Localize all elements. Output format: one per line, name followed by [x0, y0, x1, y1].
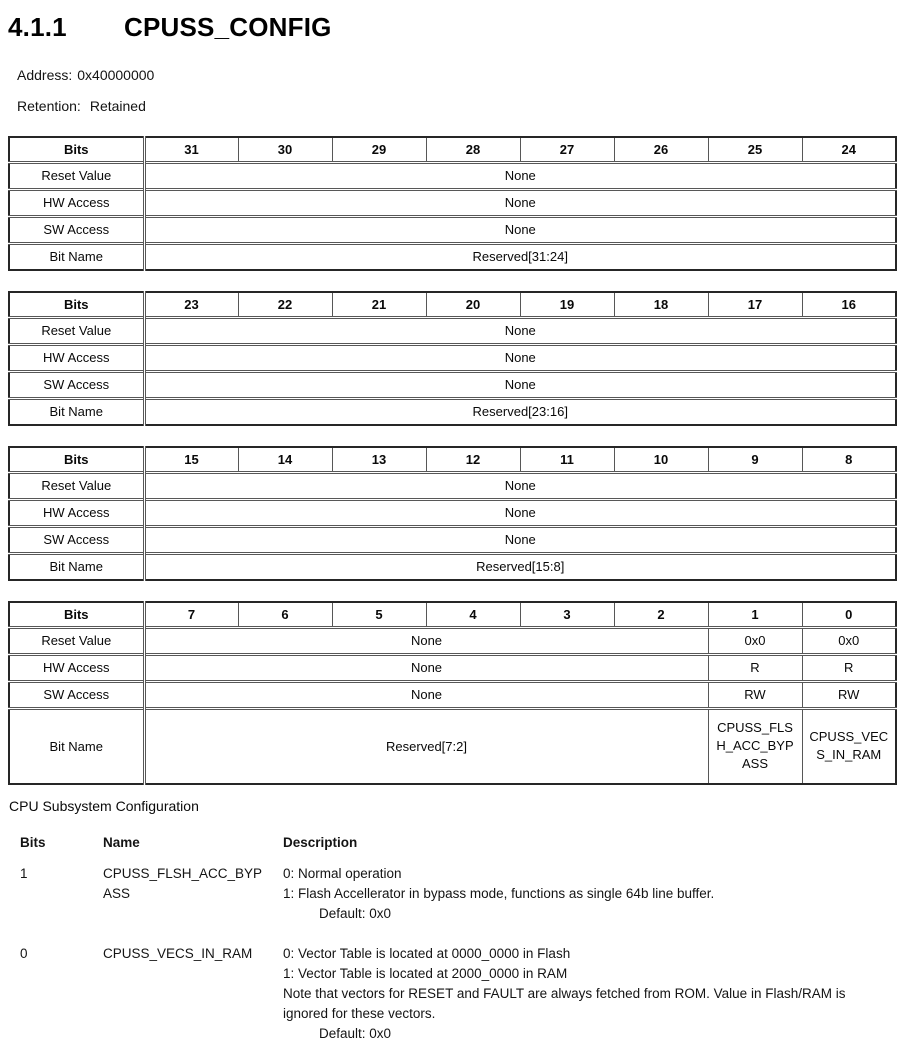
field-description: [283, 864, 873, 924]
bit-number: 26: [614, 137, 708, 162]
bit-table-15-8: [8, 446, 897, 581]
section-number: 4.1.1: [8, 12, 67, 42]
field-row: [18, 864, 895, 924]
bit-number: 27: [520, 137, 614, 162]
bit-number: 16: [802, 292, 896, 317]
bits-header: Bits: [9, 137, 144, 162]
reset-value-bit0-cell: 0x0: [802, 627, 896, 654]
address-line: [17, 67, 895, 84]
table-row: [9, 292, 896, 317]
retention-line: [17, 98, 895, 115]
bit-name-bit0-cell: CPUSS_VECS_IN_RAM: [802, 708, 896, 784]
row-label-bit-name: Bit Name: [9, 398, 144, 425]
description-default-line: Default: 0x0: [319, 906, 392, 921]
bit-number: 12: [426, 447, 520, 472]
row-label-reset-value: Reset Value: [9, 627, 144, 654]
description-line: Note that vectors for RESET and FAULT are always fetched from ROM. Value in Flash/RAM is ignored for these vectors.: [283, 986, 846, 1021]
table-row: [9, 499, 896, 526]
register-meta: [17, 67, 895, 115]
page-title: [8, 12, 895, 42]
field-name: CPUSS_FLSH_ACC_BYPASS: [103, 866, 263, 901]
bit-number: 6: [238, 602, 332, 627]
hw-access-bit1-cell: R: [708, 654, 802, 681]
row-label-hw-access: HW Access: [9, 499, 144, 526]
description-line: 1: Flash Accellerator in bypass mode, functions as single 64b line buffer.: [283, 886, 715, 901]
bit-number: 3: [520, 602, 614, 627]
bit-number: 5: [332, 602, 426, 627]
fields-caption: CPU Subsystem Configuration: [9, 798, 199, 814]
sw-access-cell: None: [144, 526, 896, 553]
bit-table-23-16: [8, 291, 897, 426]
bit-number: 14: [238, 447, 332, 472]
bit-number: 8: [802, 447, 896, 472]
bit-number: 25: [708, 137, 802, 162]
row-label-sw-access: SW Access: [9, 371, 144, 398]
bit-number: 22: [238, 292, 332, 317]
table-row: [9, 526, 896, 553]
bit-table-7-0: [8, 601, 897, 785]
bits-header: Bits: [9, 292, 144, 317]
hw-access-cell: None: [144, 344, 896, 371]
fields-header-row: [18, 834, 895, 851]
table-row: [9, 216, 896, 243]
row-label-bit-name: Bit Name: [9, 708, 144, 784]
field-bits: 1: [20, 866, 28, 881]
bit-name-cell: Reserved[23:16]: [144, 398, 896, 425]
table-row: [9, 243, 896, 270]
row-label-bit-name: Bit Name: [9, 243, 144, 270]
bit-number: 23: [144, 292, 238, 317]
bit-number: 19: [520, 292, 614, 317]
bit-number: 30: [238, 137, 332, 162]
fields-header-description: Description: [283, 835, 358, 850]
field-row: [18, 944, 895, 1044]
bit-number: 20: [426, 292, 520, 317]
row-label-reset-value: Reset Value: [9, 162, 144, 189]
fields-header-name: Name: [103, 835, 140, 850]
row-label-hw-access: HW Access: [9, 654, 144, 681]
bit-number: 21: [332, 292, 426, 317]
bit-name-merged-cell: Reserved[7:2]: [144, 708, 708, 784]
hw-access-cell: None: [144, 189, 896, 216]
row-label-sw-access: SW Access: [9, 681, 144, 708]
bit-number: 24: [802, 137, 896, 162]
row-label-reset-value: Reset Value: [9, 317, 144, 344]
bit-number: 0: [802, 602, 896, 627]
sw-access-cell: None: [144, 216, 896, 243]
description-line: 0: Normal operation: [283, 866, 402, 881]
reset-value-merged-cell: None: [144, 627, 708, 654]
table-row: [9, 708, 896, 784]
retention-value: Retained: [89, 98, 146, 114]
description-default-line: Default: 0x0: [319, 1026, 392, 1041]
hw-access-bit0-cell: R: [802, 654, 896, 681]
table-row: [9, 654, 896, 681]
table-row: [9, 627, 896, 654]
sw-access-cell: None: [144, 371, 896, 398]
table-row: [9, 317, 896, 344]
description-line: 0: Vector Table is located at 0000_0000 in Flash: [283, 946, 571, 961]
hw-access-merged-cell: None: [144, 654, 708, 681]
bits-header: Bits: [9, 602, 144, 627]
reset-value-cell: None: [144, 317, 896, 344]
hw-access-cell: None: [144, 499, 896, 526]
table-row: [9, 447, 896, 472]
address-value: 0x40000000: [77, 67, 155, 83]
table-row: [9, 398, 896, 425]
table-row: [9, 553, 896, 580]
bit-name-cell: Reserved[31:24]: [144, 243, 896, 270]
fields-list: [18, 834, 895, 1044]
reset-value-cell: None: [144, 472, 896, 499]
bit-number: 2: [614, 602, 708, 627]
row-label-sw-access: SW Access: [9, 526, 144, 553]
bit-number: 17: [708, 292, 802, 317]
table-row: [9, 472, 896, 499]
row-label-hw-access: HW Access: [9, 344, 144, 371]
bit-number: 11: [520, 447, 614, 472]
reset-value-cell: None: [144, 162, 896, 189]
reset-value-bit1-cell: 0x0: [708, 627, 802, 654]
description-line: 1: Vector Table is located at 2000_0000 in RAM: [283, 966, 568, 981]
bit-number: 28: [426, 137, 520, 162]
bit-name-cell: Reserved[15:8]: [144, 553, 896, 580]
row-label-bit-name: Bit Name: [9, 553, 144, 580]
table-row: [9, 681, 896, 708]
field-name: CPUSS_VECS_IN_RAM: [103, 946, 253, 961]
bit-number: 9: [708, 447, 802, 472]
sw-access-bit1-cell: RW: [708, 681, 802, 708]
table-row: [9, 137, 896, 162]
bit-number: 1: [708, 602, 802, 627]
address-label: Address:: [17, 67, 73, 83]
fields-header-bits: Bits: [20, 835, 46, 850]
bit-number: 31: [144, 137, 238, 162]
row-label-hw-access: HW Access: [9, 189, 144, 216]
bit-name-bit1-cell: CPUSS_FLSH_ACC_BYPASS: [708, 708, 802, 784]
sw-access-bit0-cell: RW: [802, 681, 896, 708]
bit-number: 18: [614, 292, 708, 317]
field-bits: 0: [20, 946, 28, 961]
register-name: CPUSS_CONFIG: [124, 12, 332, 42]
bit-number: 15: [144, 447, 238, 472]
bit-number: 10: [614, 447, 708, 472]
row-label-reset-value: Reset Value: [9, 472, 144, 499]
table-row: [9, 162, 896, 189]
bit-table-31-24: [8, 136, 897, 271]
sw-access-merged-cell: None: [144, 681, 708, 708]
bit-number: 4: [426, 602, 520, 627]
table-row: [9, 344, 896, 371]
bit-number: 29: [332, 137, 426, 162]
bit-number: 7: [144, 602, 238, 627]
field-description: [283, 944, 873, 1044]
bits-header: Bits: [9, 447, 144, 472]
table-row: [9, 371, 896, 398]
row-label-sw-access: SW Access: [9, 216, 144, 243]
bit-number: 13: [332, 447, 426, 472]
retention-label: Retention:: [17, 98, 81, 114]
table-row: [9, 189, 896, 216]
table-row: [9, 602, 896, 627]
